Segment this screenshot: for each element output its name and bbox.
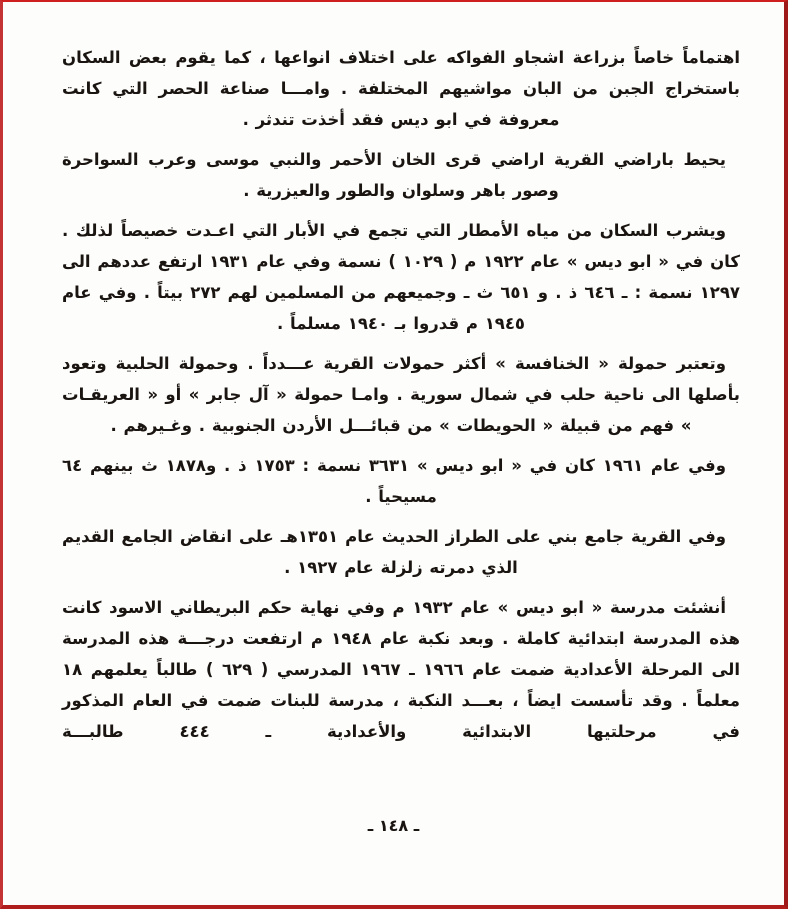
text-column — [62, 42, 740, 756]
paragraph-1: اهتماماً خاصاً بزراعة اشجاو الفواكه على اختلاف انواعها ، كما يقوم بعض السكان باستخراج الجبن من البان مواشيهم المختلفة . وامـــا صناعة الحصر التي كانت معروفة في ابو ديس فقد أخذت تندثر . — [62, 48, 740, 129]
paragraph-4: وتعتبر حمولة « الخنافسة » أكثر حمولات القرية عـــدداً . وحمولة الحلبية وتعود بأصلها الى ناحية حلب في شمال سورية . وامـا حمولة « آل جابر » أو « العريقـات » فهم من قبيلة « الحويطات » من قبائـــل الأردن الجنوبية . وغـيرهم . — [62, 354, 740, 435]
paragraph-7: أنشئت مدرسة « ابو ديس » عام ١٩٣٢ م وفي نهاية حكم البريطاني الاسود كانت هذه المدرسة ابتدائية كاملة . وبعد نكبة عام ١٩٤٨ م ارتفعت درجـــة هذه المدرسة الى المرحلة الأعدادية ضمت عام ١٩٦٦ ـ ١٩٦٧ المدرسي ( ٦٢٩ ) طالباً يعلمهم ١٨ معلماً . وقد تأسست ايضاً ، بعـــد النكبة ، مدرسة للبنات ضمت في العام المذكور في مرحلتيها الابتدائية والأعدادية ـ ٤٤٤ طالبـــة — [62, 598, 740, 741]
page-number: ـ ١٤٨ ـ — [367, 816, 420, 835]
paragraph-5: وفي عام ١٩٦١ كان في « ابو ديس » ٣٦٣١ نسمة : ١٧٥٣ ذ . و١٨٧٨ ث بينهم ٦٤ مسيحياً . — [62, 456, 726, 506]
paragraph-6: وفي القرية جامع بني على الطراز الحديث عام ١٣٥١هـ على انقاض الجامع القديم الذي دمرته زلزلة عام ١٩٢٧ . — [62, 527, 727, 577]
paragraph-3: ويشرب السكان من مياه الأمطار التي تجمع في الأبار التي اعـدت خصيصاً لذلك . كان في « ابو ديس » عام ١٩٢٢ م ( ١٠٢٩ ) نسمة وفي عام ١٩٣١ ارتفع عددهم الى ١٢٩٧ نسمة : ـ ٦٤٦ ذ . و ٦٥١ ث ـ وجميعهم من المسلمين لهم ٢٧٢ بيتاً . وفي عام ١٩٤٥ م قدروا بـ ١٩٤٠ مسلماً . — [62, 221, 740, 333]
paragraph-2: يحيط باراضي القرية اراضي قرى الخان الأحمر والنبي موسى وعرب السواحرة وصور باهر وسلوان والطور والعيزرية . — [62, 150, 726, 200]
